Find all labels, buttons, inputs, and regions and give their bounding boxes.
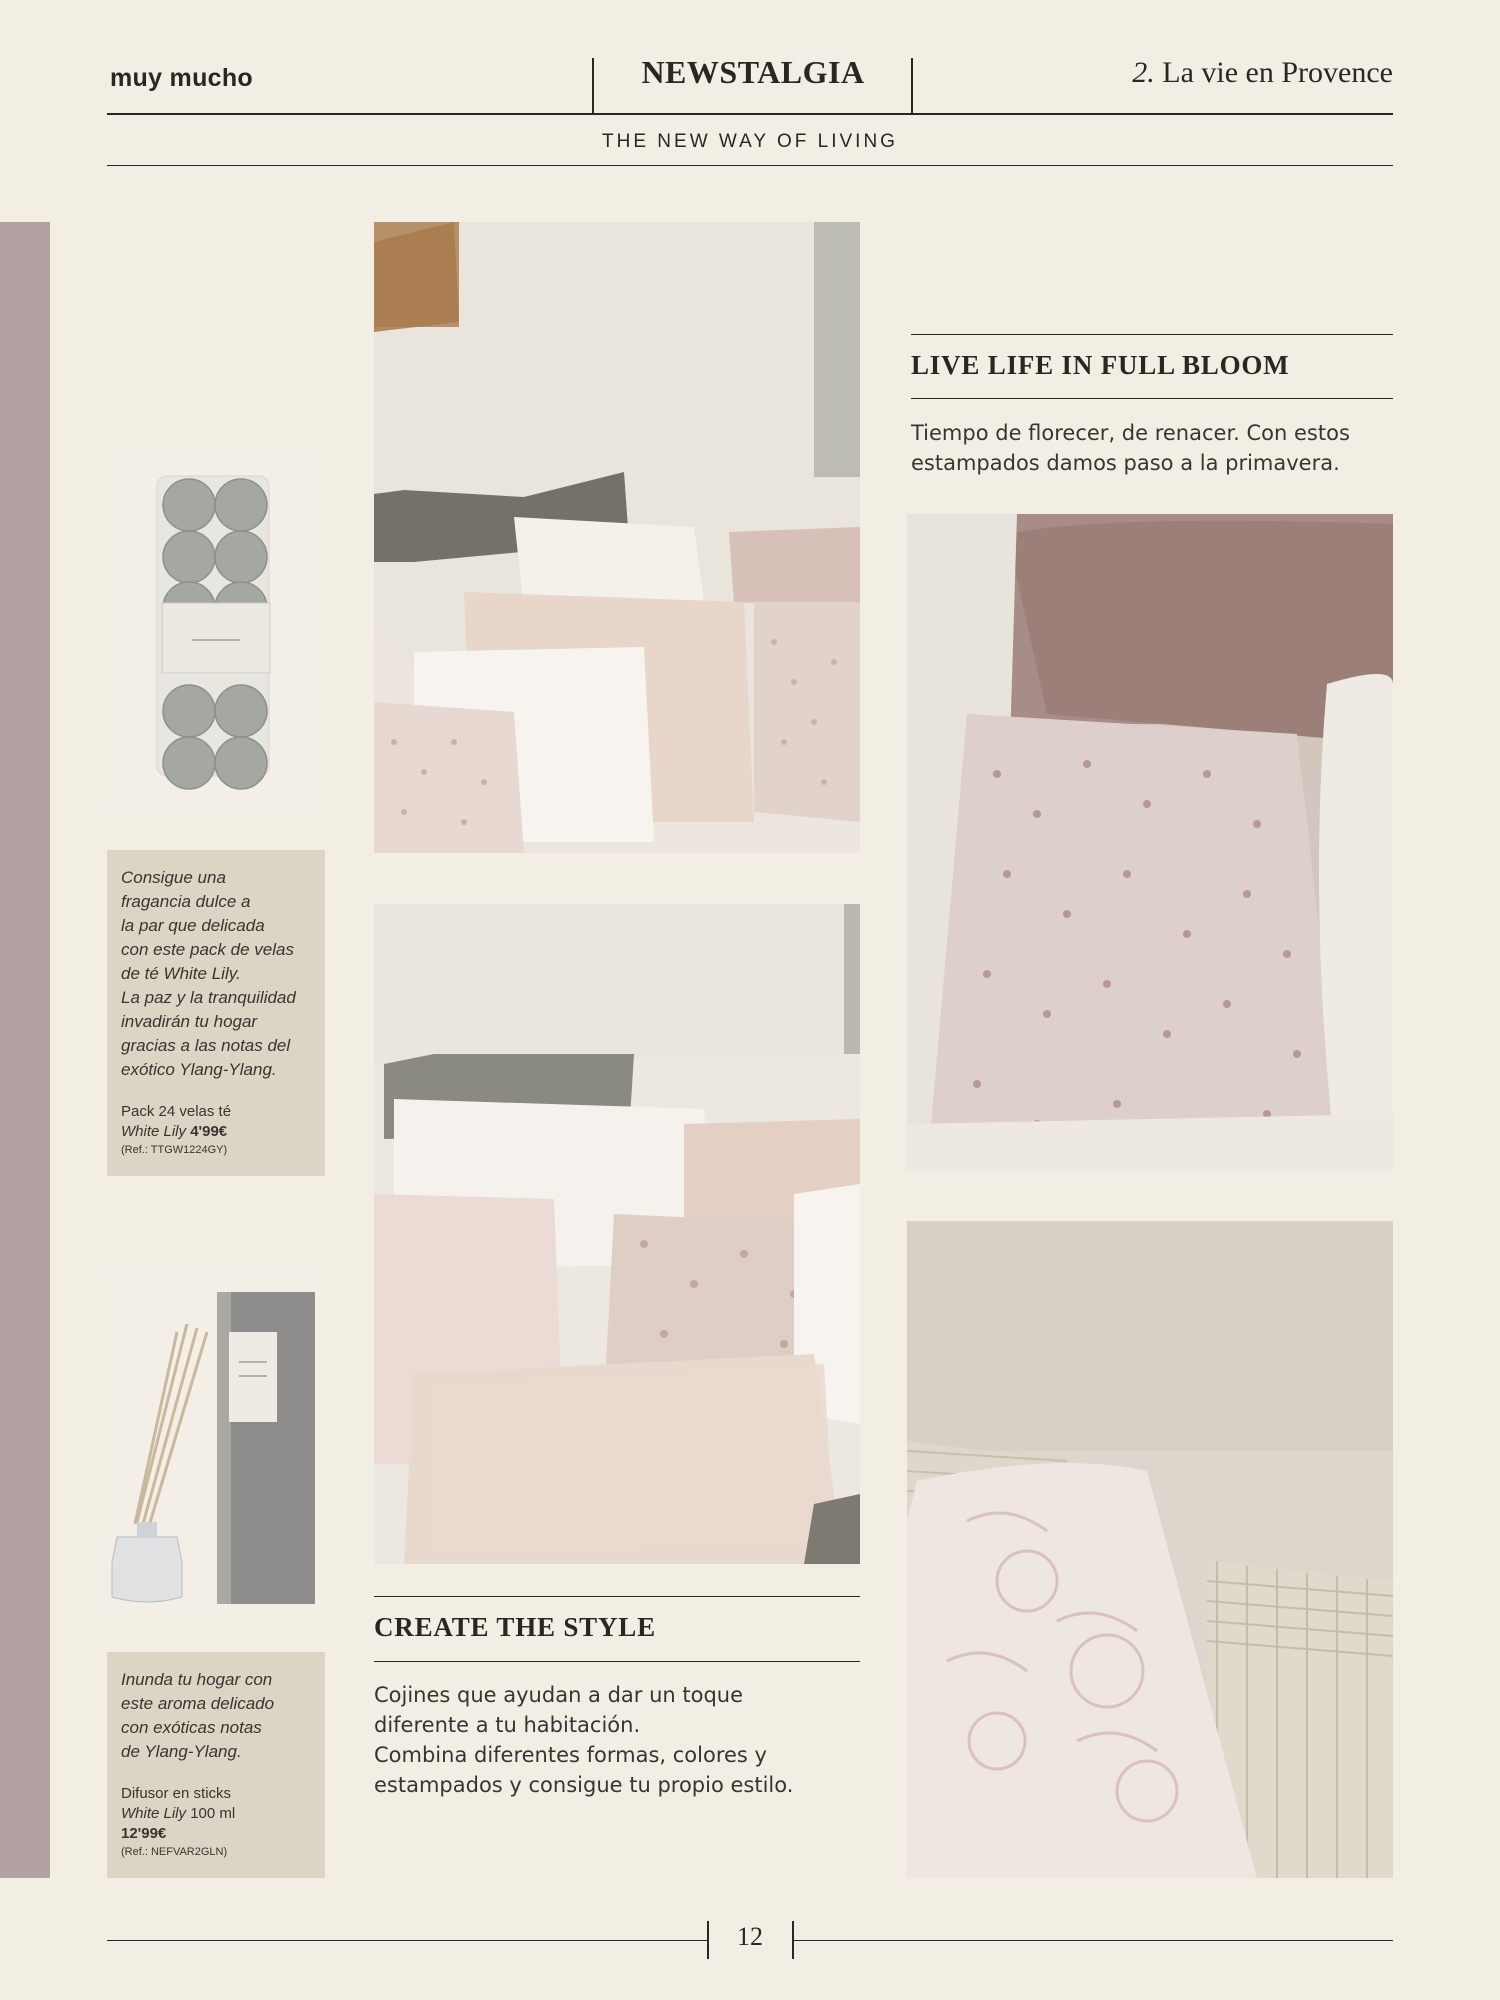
description-line: invadirán tu hogar xyxy=(121,1012,258,1031)
tealight-pack-image xyxy=(107,450,325,810)
accent-bar xyxy=(0,222,50,1878)
description-line: La paz y la tranquilidad xyxy=(121,988,296,1007)
product-variant: White Lily xyxy=(121,1805,187,1822)
style-rule-bottom xyxy=(374,1661,860,1662)
bloom-rule-top xyxy=(911,334,1393,335)
style-text-line: Cojines que ayudan a dar un toque xyxy=(374,1683,744,1707)
product-description xyxy=(121,866,311,1082)
style-heading: CREATE THE STYLE xyxy=(374,1612,656,1642)
cushion-arrangement-photo xyxy=(374,904,860,1564)
description-line: Inunda tu hogar con xyxy=(121,1670,273,1689)
bedroom-cushions-photo xyxy=(374,222,860,853)
magazine-title: NEWSTALGIA xyxy=(641,54,865,90)
header-rule xyxy=(107,113,1393,115)
section-number: 2. xyxy=(1132,56,1155,89)
tagline-rule xyxy=(107,165,1393,166)
product-name-line: Difusor en sticks xyxy=(121,1785,232,1802)
style-text xyxy=(374,1680,860,1800)
product-caption xyxy=(107,1652,325,1878)
bloom-text-line: Tiempo de florecer, de renacer. Con estos xyxy=(911,421,1350,445)
section-title xyxy=(1132,56,1393,90)
bloom-text-line: estampados damos paso a la primavera. xyxy=(911,451,1340,475)
bloom-text xyxy=(911,418,1393,478)
description-line: exótico Ylang-Ylang. xyxy=(121,1060,277,1079)
bloom-rule-bottom xyxy=(911,398,1393,399)
description-line: con este pack de velas xyxy=(121,940,294,959)
header-divider xyxy=(911,58,913,114)
description-line: este aroma delicado xyxy=(121,1694,275,1713)
product-description xyxy=(121,1668,311,1764)
section-name: La vie en Provence xyxy=(1162,56,1393,89)
description-line: con exóticas notas xyxy=(121,1718,262,1737)
product-volume: 100 ml xyxy=(190,1805,236,1822)
brand-name: muy mucho xyxy=(110,64,253,92)
page-number: 12 xyxy=(737,1922,763,1951)
product-ref: (Ref.: TTGW1224GY) xyxy=(121,1144,228,1156)
footer-rule-left xyxy=(107,1940,707,1941)
tagline: THE NEW WAY OF LIVING xyxy=(602,131,898,152)
style-text-line: estampados y consigue tu propio estilo. xyxy=(374,1773,794,1797)
product-ref: (Ref.: NEFVAR2GLN) xyxy=(121,1846,228,1858)
floral-pillow-photo xyxy=(907,514,1393,1171)
product-caption xyxy=(107,850,325,1176)
product-name xyxy=(121,1102,311,1142)
product-name xyxy=(121,1784,311,1844)
style-text-line: Combina diferentes formas, colores y xyxy=(374,1743,767,1767)
description-line: de Ylang-Ylang. xyxy=(121,1742,242,1761)
description-line: fragancia dulce a xyxy=(121,892,251,911)
product-price: 4'99€ xyxy=(190,1123,228,1140)
description-line: Consigue una xyxy=(121,868,226,887)
description-line: de té White Lily. xyxy=(121,964,241,983)
footer-rule-right xyxy=(794,1940,1393,1941)
product-variant: White Lily xyxy=(121,1123,187,1140)
style-rule-top xyxy=(374,1596,860,1597)
description-line: gracias a las notas del xyxy=(121,1036,291,1055)
style-text-line: diferente a tu habitación. xyxy=(374,1713,641,1737)
product-name-line: Pack 24 velas té xyxy=(121,1103,232,1120)
product-price: 12'99€ xyxy=(121,1825,167,1842)
bloom-heading: LIVE LIFE IN FULL BLOOM xyxy=(911,350,1290,380)
description-line: la par que delicada xyxy=(121,916,265,935)
diffuser-image xyxy=(107,1272,325,1612)
wicker-chair-photo xyxy=(907,1221,1393,1878)
